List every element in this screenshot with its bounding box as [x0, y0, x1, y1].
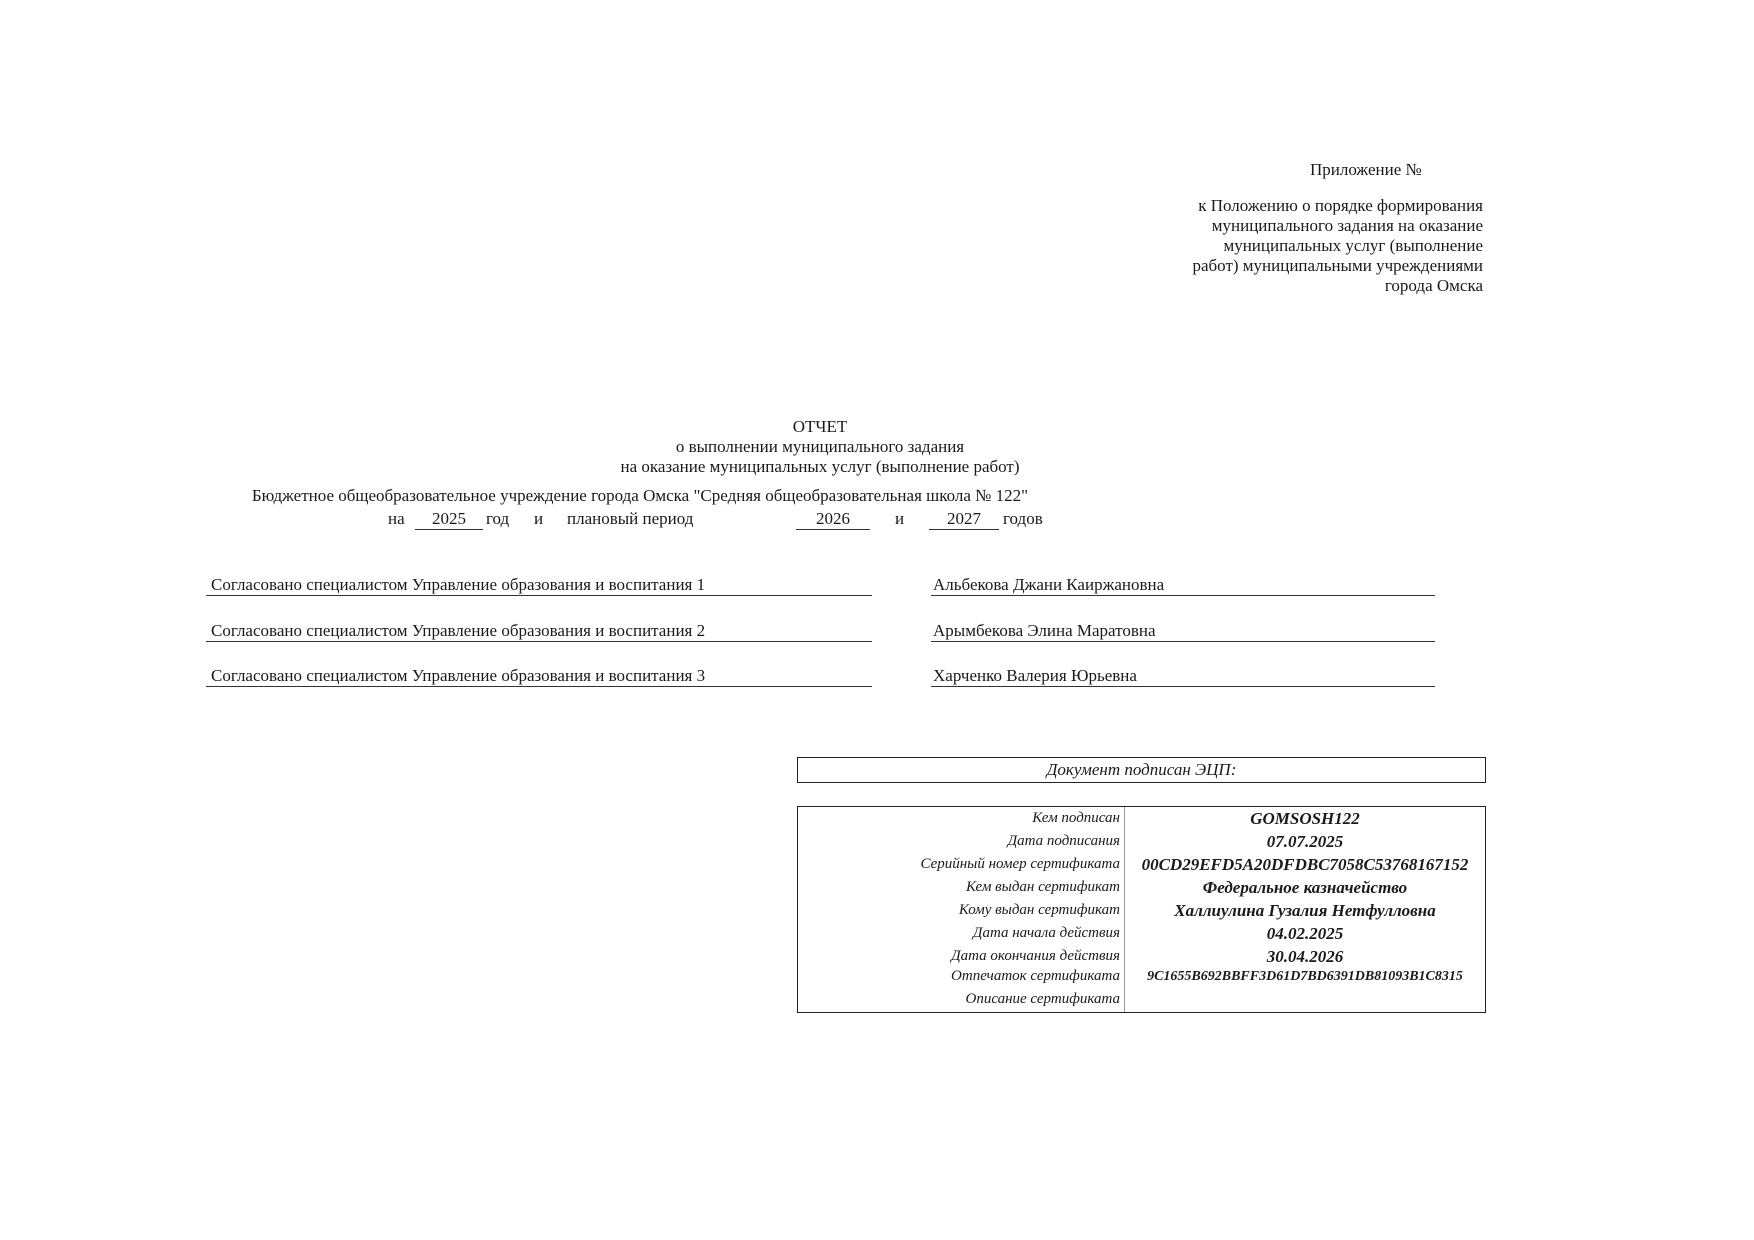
approval-name-1: Альбекова Джани Каиржановна — [931, 574, 1435, 596]
signature-label: Кем подписан — [1032, 810, 1120, 826]
report-title: ОТЧЕТ — [792, 417, 848, 436]
appendix-line: муниципальных услуг (выполнение — [1223, 236, 1483, 255]
signature-label: Отпечаток сертификата — [951, 968, 1120, 984]
appendix-line: работ) муниципальными учреждениями — [1192, 256, 1483, 275]
signature-label: Серийный номер сертификата — [920, 856, 1120, 872]
signature-value: Халлиулина Гузалия Нетфулловна — [1174, 901, 1436, 920]
signature-value: 30.04.2026 — [1266, 947, 1344, 966]
period-and-2: и — [895, 509, 905, 528]
signature-row-signed-by — [798, 807, 1484, 830]
period-suffix: годов — [1003, 509, 1043, 528]
appendix-line: города Омска — [1384, 276, 1483, 295]
signature-row-description — [798, 988, 1484, 1011]
signature-row-sign-date — [798, 830, 1484, 853]
signature-label: Дата окончания действия — [951, 948, 1120, 964]
appendix-description — [1150, 196, 1483, 296]
period-and-1: и — [534, 509, 544, 528]
organization-name: Бюджетное общеобразовательное учреждение города Омска "Средняя общеобразовательная школа № 122" — [251, 486, 1029, 505]
signature-row-valid-from — [798, 922, 1484, 945]
signature-label: Дата подписания — [1007, 833, 1120, 849]
signature-value: 00CD29EFD5A20DFDBC7058C53768167152 — [1141, 855, 1469, 874]
plan-year-1: 2026 — [796, 509, 870, 530]
signature-label: Кому выдан сертификат — [958, 902, 1120, 918]
report-subtitle-2: на оказание муниципальных услуг (выполнение работ) — [620, 457, 1020, 476]
signature-value: Федеральное казначейство — [1202, 878, 1408, 897]
approval-role-3: Согласовано специалистом Управление образования и воспитания 3 — [206, 665, 872, 687]
appendix-line: к Положению о порядке формирования — [1198, 196, 1483, 215]
report-year: 2025 — [415, 509, 483, 530]
report-subtitle-1: о выполнении муниципального задания — [675, 437, 965, 456]
approval-name-3: Харченко Валерия Юрьевна — [931, 665, 1435, 687]
approval-name-2: Арымбекова Элина Маратовна — [931, 620, 1435, 642]
signature-value: 04.02.2025 — [1266, 924, 1344, 943]
signature-header: Документ подписан ЭЦП: — [797, 757, 1486, 783]
signature-label: Кем выдан сертификат — [965, 879, 1120, 895]
appendix-title: Приложение № — [1310, 160, 1422, 179]
period-prefix: на — [388, 509, 405, 528]
appendix-line: муниципального задания на оказание — [1211, 216, 1483, 235]
signature-row-thumbprint — [798, 965, 1484, 988]
approval-role-1: Согласовано специалистом Управление образования и воспитания 1 — [206, 574, 872, 596]
signature-value: GOMSOSH122 — [1250, 809, 1360, 828]
signature-row-serial — [798, 853, 1484, 876]
plan-year-2: 2027 — [929, 509, 999, 530]
period-year-word: год — [486, 509, 510, 528]
signature-row-issued-to — [798, 899, 1484, 922]
signature-value: 07.07.2025 — [1266, 832, 1344, 851]
signature-label: Дата начала действия — [972, 925, 1120, 941]
signature-label: Описание сертификата — [965, 991, 1120, 1007]
signature-row-issuer — [798, 876, 1484, 899]
approval-role-2: Согласовано специалистом Управление образования и воспитания 2 — [206, 620, 872, 642]
planning-period-label: плановый период — [567, 509, 694, 528]
signature-value: 9C1655B692BBFF3D61D7BD6391DB81093B1C8315 — [1147, 969, 1463, 984]
signature-details-table — [797, 806, 1486, 1013]
